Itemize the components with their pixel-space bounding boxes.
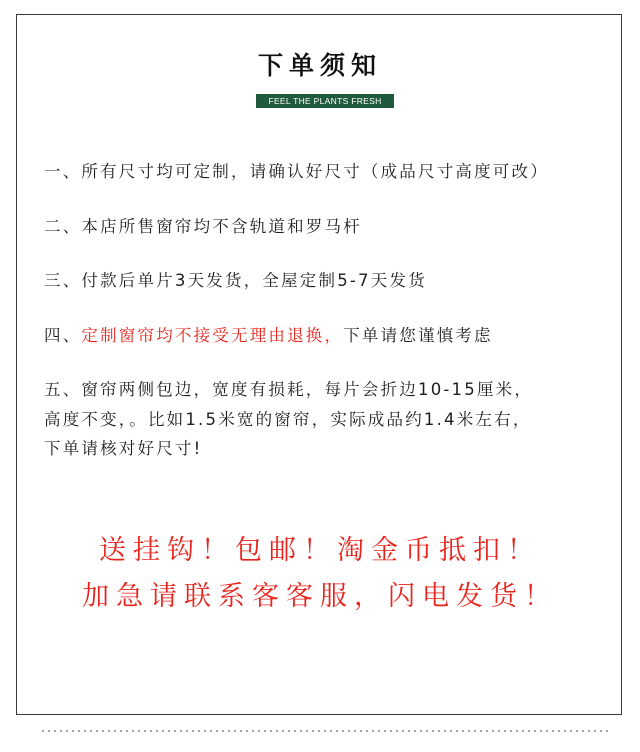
notice-item-5-line-3: 下单请核对好尺寸! xyxy=(44,439,203,458)
gift-promo-line-2: 加急请联系客客服，闪电发货！ xyxy=(82,581,558,612)
page-title: 下单须知 xyxy=(257,51,382,80)
notice-item-4-highlight: 定制窗帘均不接受无理由退换， xyxy=(81,326,344,345)
notice-item-5-line-2: 高度不变，。比如1.5米宽的窗帘，实际成品约1.4米左右， xyxy=(44,410,532,429)
notice-item-4-prefix: 四、 xyxy=(44,326,82,345)
notice-item-5-line-1: 五、窗帘两侧包边，宽度有损耗，每片会折边10-15厘米， xyxy=(44,380,534,399)
notice-item-1: 一、所有尺寸均可定制，请确认好尺寸（成品尺寸高度可改） xyxy=(44,162,549,181)
gift-promo-line-1: 送挂钩！包邮！淘金币抵扣！ xyxy=(99,535,541,566)
notice-item-4 xyxy=(44,321,614,351)
notice-item-3: 三、付款后单片3天发货，全屋定制5-7天发货 xyxy=(44,271,427,290)
dotted-divider xyxy=(40,730,610,732)
tagline-badge: FEEL THE PLANTS FRESH xyxy=(256,94,394,108)
notice-item-4-suffix: 下单请您谨慎考虑 xyxy=(343,326,493,345)
notice-item-2: 二、本店所售窗帘均不含轨道和罗马杆 xyxy=(44,217,362,236)
